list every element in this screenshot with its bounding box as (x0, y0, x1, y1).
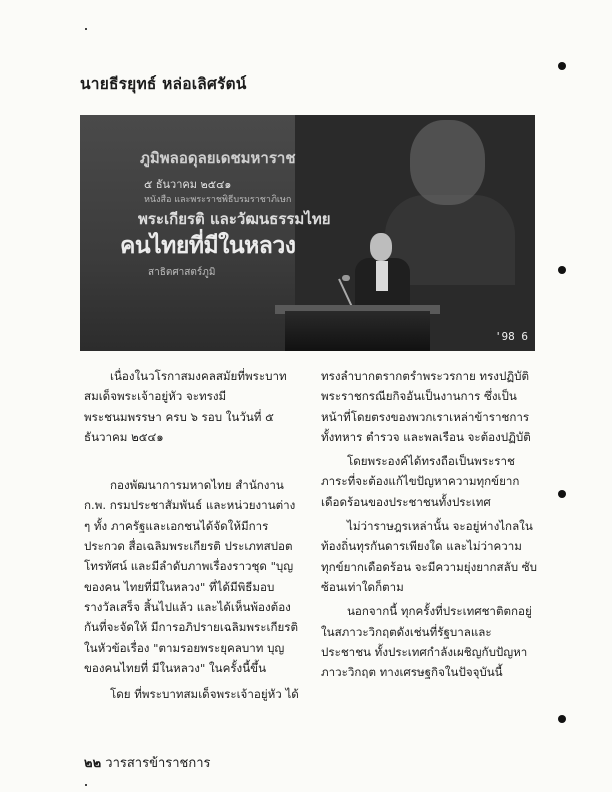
event-photo (80, 115, 535, 351)
page-footer (84, 752, 211, 773)
banner-text: พระเกียรติ และวัฒนธรรมไทย (138, 210, 331, 228)
projected-speaker (410, 120, 485, 205)
corner-mark (85, 28, 87, 30)
microphone (342, 275, 350, 281)
photo-date-stamp: '98 6 (494, 330, 528, 343)
binding-hole-mark (558, 266, 566, 274)
binding-hole-mark (558, 62, 566, 70)
binding-hole-mark (558, 490, 566, 498)
publication-name: วารสารข้าราชการ (105, 756, 211, 771)
banner-text: คนไทยที่มีในหลวง (120, 233, 296, 259)
paragraph: โดยพระองค์ได้ทรงถือเป็นพระราช ภาระที่จะต้องแก้ไขปัญหาความทุกข์ยาก เดือดร้อนของประชาชนทั้งประเทศ (321, 454, 520, 509)
banner-text: ๕ ธันวาคม ๒๕๔๑ (144, 178, 232, 191)
speaker-figure (370, 233, 392, 261)
author-name: นายธีรยุทธ์ หล่อเลิศรัตน์ (80, 74, 247, 93)
paragraph: ทรงลำบากตรากตรำพระวรกาย ทรงปฏิบัติ พระราชกรณียกิจอันเป็นงานการ ซึ่งเป็น หน้าที่โดยตรงของพวกเราเหล่าข้าราชการ ทั้งทหาร ตำรวจ และพลเรือน จะต้องปฏิบัติ (321, 369, 531, 444)
banner-text: สาธิตศาสตร์ภูมิ (148, 267, 216, 278)
page-number: ๒๒ (84, 756, 102, 771)
corner-mark (85, 784, 87, 786)
paragraph: เนื่องในวโรกาสมงคลสมัยที่พระบาท สมเด็จพระเจ้าอยู่หัว จะทรงมีพระชนมพรรษา ครบ ๖ รอบ ในวันที่ ๕ ธันวาคม ๒๕๔๑ (84, 369, 287, 444)
stage-banner (80, 115, 331, 351)
microphone (338, 279, 353, 309)
speaker-figure (376, 261, 388, 291)
right-column (321, 366, 539, 682)
paragraph: ไม่ว่าราษฎรเหล่านั้น จะอยู่ห่างไกลใน ท้องถิ่นทุรกันดารเพียงใด และไม่ว่าความ ทุกข์ยากเดือดร้อน จะมีความยุ่งยากสลับ ซับซ้อนเท่าใดก็ตาม (321, 519, 538, 594)
left-column (84, 366, 302, 704)
paragraph: กองพัฒนาการมหาดไทย สำนักงาน ก.พ. กรมประชาสัมพันธ์ และหน่วยงานต่าง ๆ ทั้ง ภาครัฐและเอกชนได้จัดให้มีการประกวด สื่อเฉลิมพระเกียรติ ประเภทสปอตโทรทัศน์ และมีลำดับภาพเรื่องราวชุด "บุญของคน ไทยที่มีในหลวง" ที่ได้มีพิธีมอบรางวัลเสร็จ สิ้นไปแล้ว และได้เห็นพ้องต้องกันที่จะจัดให้ มีการอภิปรายเฉลิมพระเกียรติในหัวข้อเรื่อง "ตามรอยพระยุคลบาท บุญของคนไทยที่ มีในหลวง" ในครั้งนี้ขึ้น (84, 478, 299, 675)
podium (285, 311, 430, 351)
banner-text: หนังสือ และพระราชพิธีบรมราชาภิเษก (144, 195, 292, 205)
binding-hole-mark (558, 715, 566, 723)
banner-text: ภูมิพลอดุลยเดชมหาราช (140, 149, 296, 167)
paragraph: โดย ที่พระบาทสมเด็จพระเจ้าอยู่หัว ได้ (110, 687, 299, 702)
paragraph: นอกจากนี้ ทุกครั้งที่ประเทศชาติตกอยู่ ในสภาวะวิกฤตดังเช่นที่รัฐบาลและประชาชน ทั้งประเทศกำลังเผชิญกับปัญหาภาวะวิกฤต ทางเศรษฐกิจในปัจจุบันนี้ (321, 604, 532, 680)
